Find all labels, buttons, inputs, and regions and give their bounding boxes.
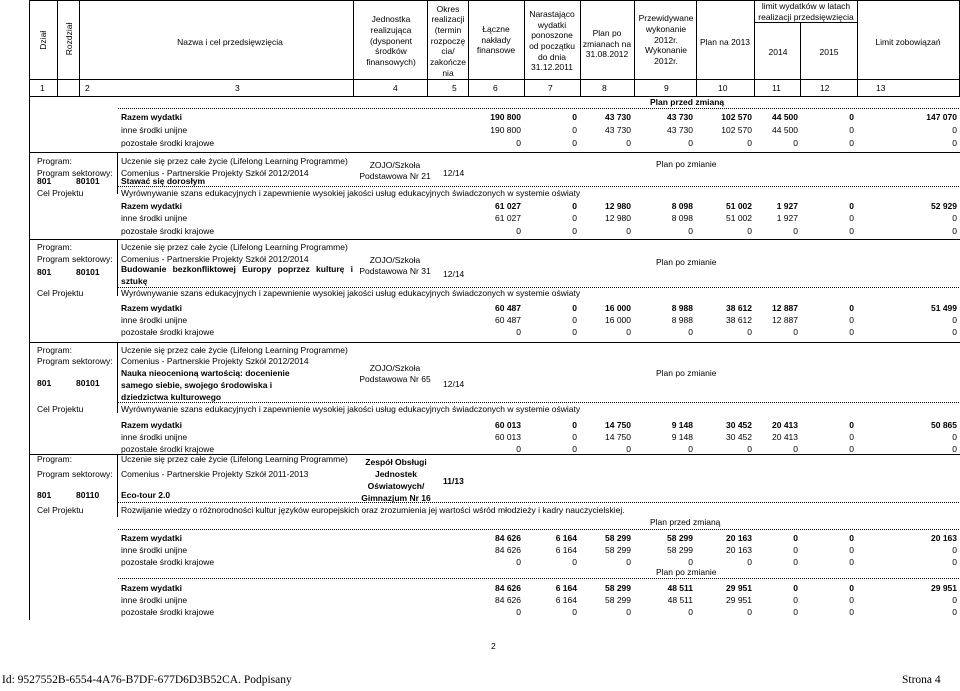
p2-okres: 12/14 <box>443 269 465 279</box>
top-razem-label: Razem wydatki <box>121 112 182 122</box>
p3-cel-label: Cel Projektu <box>37 404 84 414</box>
p3-pozostale-row-cell-11: 0 <box>793 444 798 454</box>
p1-pozostale-row-cell-13: 0 <box>952 226 957 236</box>
top-pozostale-row-cell-7: 0 <box>572 138 577 148</box>
p4-before-inne-row-cell-12: 0 <box>849 545 854 555</box>
p2-cel-label: Cel Projektu <box>37 288 84 298</box>
p4-after-inne-row-cell-11: 0 <box>793 595 798 605</box>
p1-razem-label: Razem wydatki <box>121 201 182 211</box>
p1-razem-row-cell-8: 12 980 <box>605 201 631 211</box>
header-2015: 2015 <box>819 46 839 57</box>
p4-before-inne-row-cell-6: 84 626 <box>495 545 521 555</box>
p1-program-value: Uczenie się przez całe życie (Lifelong Learning Programme) <box>121 156 348 166</box>
p2-pozostale-row-cell-8: 0 <box>626 327 631 337</box>
p3-nazwa: Nauka nieocenioną wartością: docenienie samego siebie, swojego środowiska i dziedzictwa kulturowego <box>121 368 290 402</box>
p1-inne-row-cell-9: 8 098 <box>671 213 693 223</box>
p3-razem-label: Razem wydatki <box>121 420 182 430</box>
p2-pozostale-row-cell-12: 0 <box>849 327 854 337</box>
page-number: 2 <box>491 641 496 651</box>
p3-pozostale-row-cell-12: 0 <box>849 444 854 454</box>
p2-pozostale-row-cell-7: 0 <box>572 327 577 337</box>
p4-dzial: 801 <box>37 490 52 500</box>
top-pozostale-row-cell-11: 0 <box>793 138 798 148</box>
page-strona: Strona 4 <box>902 674 941 686</box>
p4-after-pozostale-row-cell-9: 0 <box>688 607 693 617</box>
p3-program-label: Program: <box>37 345 72 355</box>
p4-before-pozostale-row-cell-10: 0 <box>747 557 752 567</box>
p2-inne-row-cell-6: 60 487 <box>495 315 521 325</box>
p3-inne-row-cell-7: 0 <box>572 432 577 442</box>
p4-after-inne-row-cell-9: 48 511 <box>667 595 693 605</box>
p4-before-inne-row-cell-13: 0 <box>952 545 957 555</box>
p3-razem-row-cell-12: 0 <box>849 420 854 430</box>
p4-after-razem-row-cell-12: 0 <box>849 583 854 593</box>
p4-program-label: Program: <box>37 454 72 464</box>
p2-razem-row-cell-7: 0 <box>572 303 577 313</box>
p3-inne-row-cell-6: 60 013 <box>495 432 521 442</box>
p4-before-inne-label: inne środki unijne <box>121 545 188 555</box>
header-num-13: 13 <box>876 83 886 93</box>
p1-razem-row-cell-12: 0 <box>849 201 854 211</box>
p4-after-pozostale-row-cell-12: 0 <box>849 607 854 617</box>
p2-razem-row-cell-9: 8 988 <box>671 303 693 313</box>
p1-inne-row-cell-11: 1 927 <box>776 213 798 223</box>
p4-before-inne-row-cell-11: 0 <box>793 545 798 555</box>
p4-after-razem-row-cell-10: 29 951 <box>726 583 752 593</box>
p3-razem-row-cell-10: 30 452 <box>726 420 752 430</box>
top-inne-row-cell-8: 43 730 <box>605 125 631 135</box>
plan-przed-zmiana-label: Plan przed zmianą <box>650 97 725 107</box>
p1-nazwa: Stawać się dorosłym <box>121 176 206 186</box>
p4-rozdzial: 80110 <box>76 490 100 500</box>
p2-inne-row-cell-9: 8 988 <box>671 315 693 325</box>
p2-program-label: Program: <box>37 242 72 252</box>
p1-pozostale-row-cell-9: 0 <box>688 226 693 236</box>
p4-before-pozostale-row-cell-11: 0 <box>793 557 798 567</box>
p1-program-label: Program: <box>37 156 72 166</box>
p4-after-inne-row-cell-12: 0 <box>849 595 854 605</box>
p2-inne-row-cell-11: 12 887 <box>772 315 798 325</box>
top-razem-row-cell-8: 43 730 <box>605 112 631 122</box>
p4-before-razem-row-cell-13: 20 163 <box>931 533 957 543</box>
top-inne-row-cell-12: 0 <box>849 125 854 135</box>
header-num-6: 6 <box>493 83 498 93</box>
p4-before-razem-row-cell-10: 20 163 <box>726 533 752 543</box>
p3-inne-row-cell-8: 14 750 <box>605 432 631 442</box>
p3-inne-row-cell-9: 9 148 <box>671 432 693 442</box>
header-laczne: Łączne nakłady finansowe <box>476 24 516 56</box>
top-razem-row-cell-13: 147 070 <box>926 112 957 122</box>
header-jednostka: Jednostka realizująca (dysponent środków finansowych) <box>366 14 416 67</box>
p2-pozostale-row-cell-13: 0 <box>952 327 957 337</box>
p2-rozdzial: 80101 <box>76 267 100 277</box>
p1-pozostale-row-cell-11: 0 <box>793 226 798 236</box>
p4-after-razem-row-cell-7: 6 164 <box>555 583 577 593</box>
top-razem-row-cell-11: 44 500 <box>772 112 798 122</box>
header-nazwa: Nazwa i cel przedsięwzięcia <box>177 36 283 47</box>
p3-pozostale-row-cell-7: 0 <box>572 444 577 454</box>
header-num-1: 1 <box>40 83 45 93</box>
top-inne-row-cell-6: 190 800 <box>490 125 521 135</box>
p4-before-razem-label: Razem wydatki <box>121 533 182 543</box>
p4-after-pozostale-row-cell-10: 0 <box>747 607 752 617</box>
p1-inne-row-cell-10: 51 002 <box>726 213 752 223</box>
p4-plan-po-zmianie-label: Plan po zmianie <box>656 567 717 577</box>
header-przewidywane: Przewidywane wykonanie 2012r. Wykonanie 2012r. <box>638 13 694 66</box>
p2-razem-row-cell-8: 16 000 <box>605 303 631 313</box>
header-num-10: 10 <box>718 83 728 93</box>
p3-cel-value: Wyrównywanie szans edukacyjnych i zapewnienie wysokiej jakości usług edukacyjnych świadczonych w systemie oświaty <box>121 404 581 414</box>
p4-before-razem-row-cell-9: 58 299 <box>667 533 693 543</box>
p2-nazwa: Budowanie bezkonfliktowej Europy poprzez kulturę i sztukę <box>121 264 353 286</box>
p3-okres: 12/14 <box>443 379 465 389</box>
p3-pozostale-row-cell-13: 0 <box>952 444 957 454</box>
p2-pozostale-row-cell-6: 0 <box>516 327 521 337</box>
p4-before-razem-row-cell-6: 84 626 <box>495 533 521 543</box>
top-razem-row-cell-7: 0 <box>572 112 577 122</box>
p4-sektorowy-value: Comenius - Partnerskie Projekty Szkół 2011-2013 <box>121 469 309 479</box>
top-pozostale-row-cell-10: 0 <box>747 138 752 148</box>
header-okres: Okres realizacji (termin rozpoczę cia/ zakończe nia <box>430 3 466 78</box>
p1-sektorowy-value: Comenius - Partnerskie Projekty Szkół 2012/2014 <box>121 168 309 178</box>
p1-inne-label: inne środki unijne <box>121 213 188 223</box>
top-razem-row-cell-10: 102 570 <box>721 112 752 122</box>
top-pozostale-row-cell-13: 0 <box>952 138 957 148</box>
p2-dzial: 801 <box>37 267 52 277</box>
p2-inne-row-cell-8: 16 000 <box>605 315 631 325</box>
p1-razem-row-cell-9: 8 098 <box>671 201 693 211</box>
p3-pozostale-row-cell-8: 0 <box>626 444 631 454</box>
header-num-8: 8 <box>602 83 607 93</box>
p4-before-razem-row-cell-12: 0 <box>849 533 854 543</box>
p4-before-inne-row-cell-9: 58 299 <box>667 545 693 555</box>
p2-razem-row-cell-11: 12 887 <box>772 303 798 313</box>
p1-cel-label: Cel Projektu <box>37 188 84 198</box>
p4-cel-label: Cel Projektu <box>37 505 84 515</box>
top-inne-row-cell-10: 102 570 <box>721 125 752 135</box>
p4-program-value: Uczenie się przez całe życie (Lifelong Learning Programme) <box>121 454 348 464</box>
p1-pozostale-row-cell-7: 0 <box>572 226 577 236</box>
p1-inne-row-cell-8: 12 980 <box>605 213 631 223</box>
p2-pozostale-row-cell-11: 0 <box>793 327 798 337</box>
p2-pozostale-row-cell-10: 0 <box>747 327 752 337</box>
p1-okres: 12/14 <box>443 168 465 178</box>
p2-inne-row-cell-12: 0 <box>849 315 854 325</box>
p3-razem-row-cell-8: 14 750 <box>605 420 631 430</box>
p4-before-pozostale-row-cell-13: 0 <box>952 557 957 567</box>
p2-plan-po-zmianie: Plan po zmianie <box>656 257 717 267</box>
p3-razem-row-cell-7: 0 <box>572 420 577 430</box>
p1-pozostale-row-cell-8: 0 <box>626 226 631 236</box>
top-pozostale-row-cell-12: 0 <box>849 138 854 148</box>
p3-jednostka: ZOJO/Szkoła Podstawowa Nr 65 <box>359 363 431 385</box>
p3-dzial: 801 <box>37 378 52 388</box>
p2-razem-row-cell-10: 38 612 <box>726 303 752 313</box>
p3-razem-row-cell-11: 20 413 <box>772 420 798 430</box>
p4-after-pozostale-row-cell-13: 0 <box>952 607 957 617</box>
p3-razem-row-cell-13: 50 865 <box>931 420 957 430</box>
p2-inne-row-cell-13: 0 <box>952 315 957 325</box>
top-inne-label: inne środki unijne <box>121 125 188 135</box>
document-id: Id: 9527552B-6554-4A76-B7DF-677D6D3B52CA. Podpisany <box>2 674 292 686</box>
header-plan-po-zmianach: Plan po zmianach na 31.08.2012 <box>582 28 632 60</box>
p4-before-pozostale-label: pozostałe środki krajowe <box>121 557 215 567</box>
p4-okres: 11/13 <box>443 476 464 486</box>
p1-dzial: 801 <box>37 176 52 186</box>
p1-razem-row-cell-10: 51 002 <box>726 201 752 211</box>
p4-jednostka: Zespół Obsługi Jednostek Oświatowych/ Gimnazjum Nr 16 <box>361 457 431 503</box>
header-plan-2013: Plan na 2013 <box>699 36 751 47</box>
p1-razem-row-cell-13: 52 929 <box>931 201 957 211</box>
header-rozdzial: Rozdział <box>63 22 74 56</box>
p4-after-inne-row-cell-10: 29 951 <box>726 595 752 605</box>
p3-inne-row-cell-13: 0 <box>952 432 957 442</box>
header-num-12: 12 <box>820 83 830 93</box>
p1-pozostale-row-cell-12: 0 <box>849 226 854 236</box>
p4-before-pozostale-row-cell-8: 0 <box>626 557 631 567</box>
p4-before-pozostale-row-cell-7: 0 <box>572 557 577 567</box>
p1-razem-row-cell-6: 61 027 <box>495 201 521 211</box>
p1-razem-row-cell-7: 0 <box>572 201 577 211</box>
p3-program-value: Uczenie się przez całe życie (Lifelong Learning Programme) <box>121 345 348 355</box>
p3-pozostale-label: pozostałe środki krajowe <box>121 444 215 454</box>
p4-after-inne-label: inne środki unijne <box>121 595 188 605</box>
p3-inne-row-cell-12: 0 <box>849 432 854 442</box>
p2-pozostale-row-cell-9: 0 <box>688 327 693 337</box>
p4-before-inne-row-cell-7: 6 164 <box>555 545 577 555</box>
p4-after-inne-row-cell-7: 6 164 <box>555 595 577 605</box>
header-narastajaco: Narastająco wydatki ponoszone od początku do dnia 31.12.2011 <box>529 9 575 73</box>
p4-nazwa: Eco-tour 2.0 <box>121 490 171 500</box>
top-pozostale-row-cell-9: 0 <box>688 138 693 148</box>
p4-before-pozostale-row-cell-9: 0 <box>688 557 693 567</box>
p4-after-razem-label: Razem wydatki <box>121 583 182 593</box>
top-razem-row-cell-6: 190 800 <box>490 112 521 122</box>
header-limit-zobowiazan: Limit zobowiązań <box>875 36 941 47</box>
p4-after-pozostale-row-cell-8: 0 <box>626 607 631 617</box>
p1-sektorowy-label: Program sektorowy: <box>37 168 113 178</box>
top-inne-row-cell-7: 0 <box>572 125 577 135</box>
p2-razem-label: Razem wydatki <box>121 303 182 313</box>
p2-razem-row-cell-13: 51 499 <box>931 303 957 313</box>
p4-after-pozostale-label: pozostałe środki krajowe <box>121 607 215 617</box>
p4-plan-przed-zmiana-label: Plan przed zmianą <box>650 517 721 527</box>
p4-after-razem-row-cell-8: 58 299 <box>605 583 631 593</box>
p4-cel-value: Rozwijanie wiedzy o różnorodności kultur języków europejskich oraz zrozumienia jej wartości wśród młodzieży i kadry nauczycielskiej. <box>121 505 625 515</box>
p4-after-inne-row-cell-8: 58 299 <box>605 595 631 605</box>
p1-pozostale-row-cell-10: 0 <box>747 226 752 236</box>
header-limit-wydatkow: limit wydatków w latach realizacji przedsięwzięcia <box>758 1 854 22</box>
header-2014: 2014 <box>768 46 788 57</box>
p2-razem-row-cell-12: 0 <box>849 303 854 313</box>
p4-before-inne-row-cell-10: 20 163 <box>726 545 752 555</box>
header-num-7: 7 <box>548 83 553 93</box>
header-dzial: Dział <box>37 30 48 50</box>
top-inne-row-cell-9: 43 730 <box>667 125 693 135</box>
p3-plan-po-zmianie: Plan po zmianie <box>656 368 717 378</box>
p4-before-razem-row-cell-7: 6 164 <box>555 533 577 543</box>
p4-after-razem-row-cell-13: 29 951 <box>931 583 957 593</box>
top-inne-row-cell-11: 44 500 <box>772 125 798 135</box>
p4-after-pozostale-row-cell-6: 0 <box>516 607 521 617</box>
p4-after-razem-row-cell-6: 84 626 <box>495 583 521 593</box>
p3-inne-label: inne środki unijne <box>121 432 188 442</box>
p2-inne-label: inne środki unijne <box>121 315 188 325</box>
header-num-9: 9 <box>664 83 669 93</box>
p4-after-inne-row-cell-13: 0 <box>952 595 957 605</box>
top-pozostale-row-cell-8: 0 <box>626 138 631 148</box>
header-num-4: 4 <box>393 83 398 93</box>
p3-sektorowy-label: Program sektorowy: <box>37 356 113 366</box>
top-inne-row-cell-13: 0 <box>952 125 957 135</box>
p3-rozdzial: 80101 <box>76 378 100 388</box>
header-num-2: 2 <box>85 83 90 93</box>
p1-rozdzial: 80101 <box>76 176 100 186</box>
p1-plan-po-zmianie: Plan po zmianie <box>656 159 717 169</box>
p2-sektorowy-label: Program sektorowy: <box>37 254 113 264</box>
p1-inne-row-cell-13: 0 <box>952 213 957 223</box>
top-razem-row-cell-9: 43 730 <box>667 112 693 122</box>
p3-inne-row-cell-10: 30 452 <box>726 432 752 442</box>
top-razem-row-cell-12: 0 <box>849 112 854 122</box>
p1-cel-value: Wyrównywanie szans edukacyjnych i zapewnienie wysokiej jakości usług edukacyjnych świadczonych w systemie oświaty <box>121 188 581 198</box>
p4-before-inne-row-cell-8: 58 299 <box>605 545 631 555</box>
p1-inne-row-cell-6: 61 027 <box>495 213 521 223</box>
p4-before-razem-row-cell-11: 0 <box>793 533 798 543</box>
p3-pozostale-row-cell-9: 0 <box>688 444 693 454</box>
p4-after-razem-row-cell-11: 0 <box>793 583 798 593</box>
top-pozostale-row-cell-6: 0 <box>516 138 521 148</box>
p1-inne-row-cell-12: 0 <box>849 213 854 223</box>
p4-after-pozostale-row-cell-7: 0 <box>572 607 577 617</box>
p2-inne-row-cell-7: 0 <box>572 315 577 325</box>
p1-pozostale-row-cell-6: 0 <box>516 226 521 236</box>
p1-razem-row-cell-11: 1 927 <box>776 201 798 211</box>
p2-program-value: Uczenie się przez całe życie (Lifelong Learning Programme) <box>121 242 348 252</box>
top-pozostale-label: pozostałe środki krajowe <box>121 138 215 148</box>
header-num-11: 11 <box>772 83 781 93</box>
p4-after-pozostale-row-cell-11: 0 <box>793 607 798 617</box>
p2-razem-row-cell-6: 60 487 <box>495 303 521 313</box>
p4-before-pozostale-row-cell-6: 0 <box>516 557 521 567</box>
p4-sektorowy-label: Program sektorowy: <box>37 469 113 479</box>
p3-inne-row-cell-11: 20 413 <box>772 432 798 442</box>
p2-pozostale-label: pozostałe środki krajowe <box>121 327 215 337</box>
p2-inne-row-cell-10: 38 612 <box>726 315 752 325</box>
p2-cel-value: Wyrównywanie szans edukacyjnych i zapewnienie wysokiej jakości usług edukacyjnych świadczonych w systemie oświaty <box>121 288 581 298</box>
p3-razem-row-cell-6: 60 013 <box>495 420 521 430</box>
p1-inne-row-cell-7: 0 <box>572 213 577 223</box>
p4-after-razem-row-cell-9: 48 511 <box>667 583 693 593</box>
p2-jednostka: ZOJO/Szkoła Podstawowa Nr 31 <box>359 255 431 277</box>
p3-pozostale-row-cell-6: 0 <box>516 444 521 454</box>
p2-sektorowy-value: Comenius - Partnerskie Projekty Szkół 2012/2014 <box>121 254 309 264</box>
p3-pozostale-row-cell-10: 0 <box>747 444 752 454</box>
p1-pozostale-label: pozostałe środki krajowe <box>121 226 215 236</box>
p4-after-inne-row-cell-6: 84 626 <box>495 595 521 605</box>
p1-jednostka: ZOJO/Szkoła Podstawowa Nr 21 <box>359 160 431 182</box>
p3-razem-row-cell-9: 9 148 <box>671 420 693 430</box>
p4-before-pozostale-row-cell-12: 0 <box>849 557 854 567</box>
p4-before-razem-row-cell-8: 58 299 <box>605 533 631 543</box>
p3-sektorowy-value: Comenius - Partnerskie Projekty Szkół 2012/2014 <box>121 356 309 366</box>
header-num-3: 3 <box>235 83 240 93</box>
header-num-5: 5 <box>452 83 457 93</box>
